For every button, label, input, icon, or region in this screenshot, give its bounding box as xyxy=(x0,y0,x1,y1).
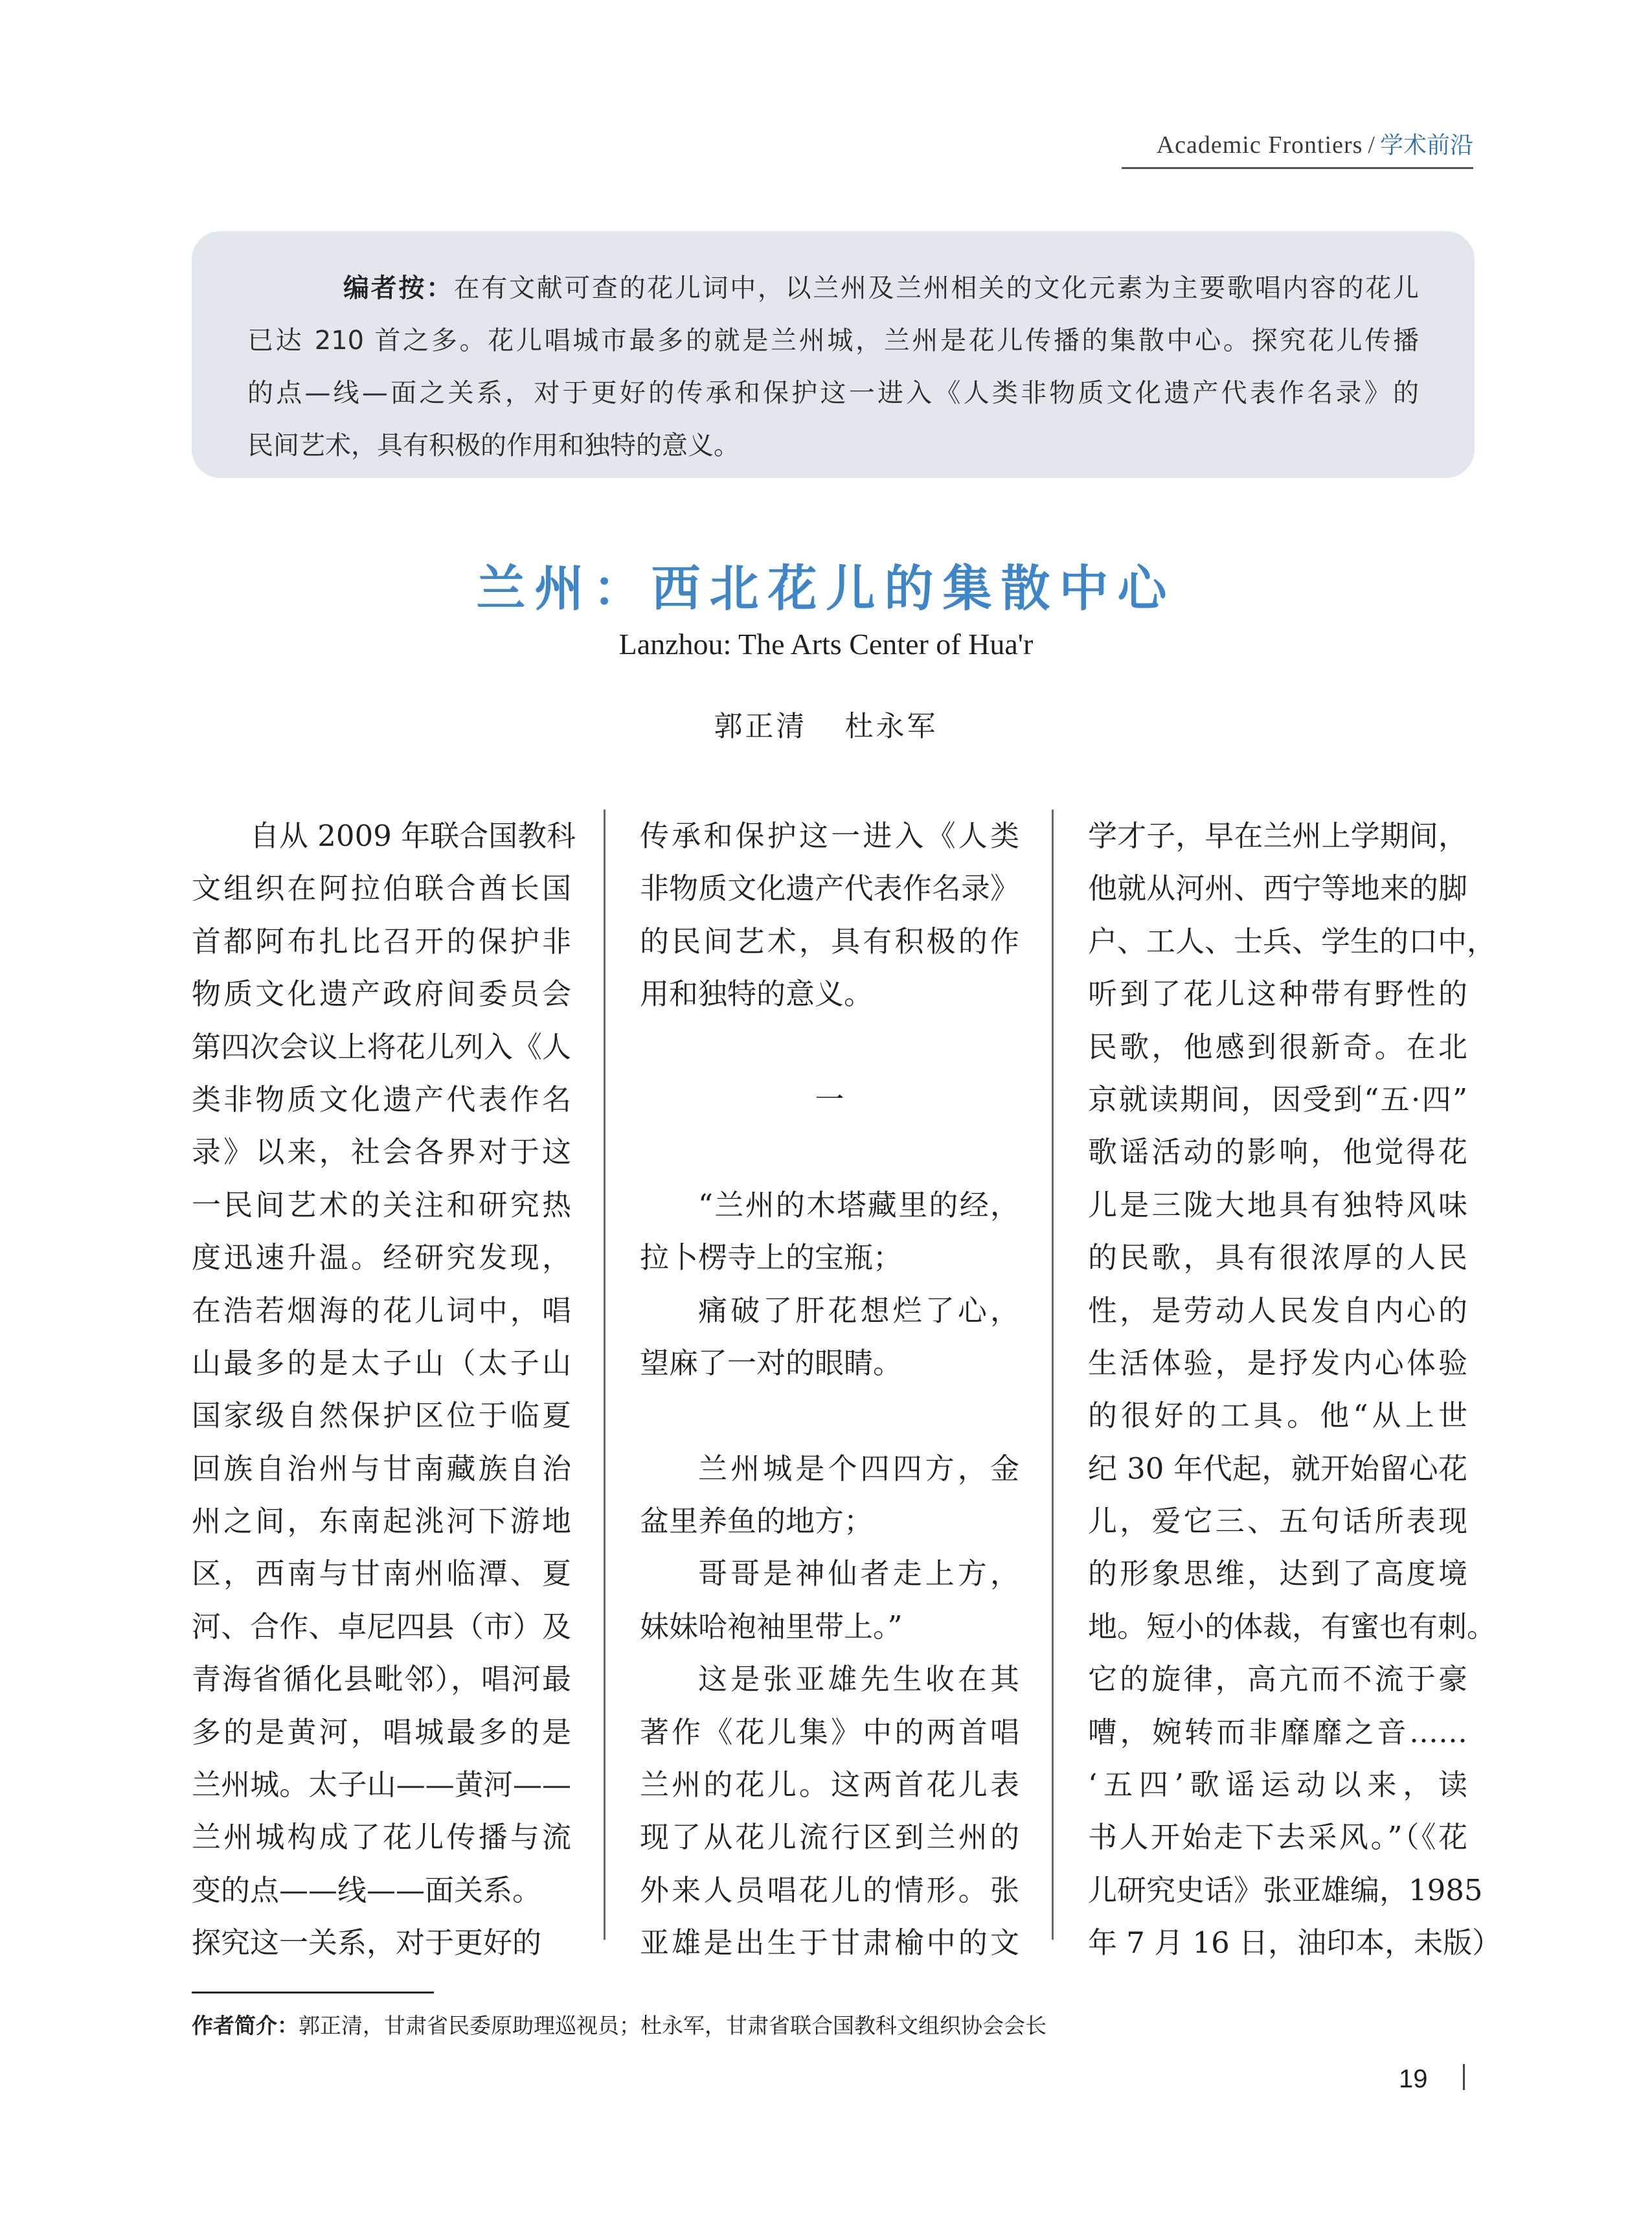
article-subtitle-en: Lanzhou: The Arts Center of Hua'r xyxy=(618,628,1034,661)
text-line: 区，西南与甘南州临潭、夏 xyxy=(192,1556,571,1591)
text-line: 类非物质文化遗产代表作名 xyxy=(192,1082,571,1117)
text-line: 纪 30 年代起，就开始留心花 xyxy=(1088,1451,1467,1486)
text-line: 亚雄是出生于甘肃榆中的文 xyxy=(640,1925,1019,1960)
editor-note-line-4: 民间艺术，具有积极的作用和独特的意义。 xyxy=(247,431,740,460)
text-line: 在浩若烟海的花儿词中，唱 xyxy=(192,1293,571,1328)
text-line: 儿研究史话》张亚雄编，1985 xyxy=(1088,1872,1483,1907)
text-line: 歌谣活动的影响，他觉得花 xyxy=(1088,1135,1467,1170)
author-2: 杜永军 xyxy=(844,710,938,743)
text-line: 的很好的工具。他“从上世 xyxy=(1088,1398,1467,1433)
text-line: 的民歌，具有很浓厚的人民 xyxy=(1088,1240,1467,1275)
header-separator: / xyxy=(1368,131,1375,159)
text-line: 外来人员唱花儿的情形。张 xyxy=(640,1872,1019,1907)
text-line: 州之间，东南起洮河下游地 xyxy=(192,1504,571,1539)
text-line: 地。短小的体裁，有蜜也有刺。 xyxy=(1088,1609,1497,1644)
footnote-label: 作者简介： xyxy=(192,2013,299,2038)
text-line: 拉卜楞寺上的宝瓶； xyxy=(640,1240,903,1275)
author-1: 郭正清 xyxy=(714,710,808,743)
text-line: 探究这一关系，对于更好的 xyxy=(192,1925,542,1960)
text-line: 首都阿布扎比召开的保护非 xyxy=(192,924,571,959)
text-line xyxy=(640,1389,1019,1442)
text-line: 非物质文化遗产代表作名录》 xyxy=(640,871,1019,906)
text-line: 京就读期间，因受到“五·四” xyxy=(1088,1082,1467,1117)
text-line: 儿，爱它三、五句话所表现 xyxy=(1088,1504,1467,1539)
text-line: 书人开始走下去采风。”（《花 xyxy=(1088,1820,1467,1855)
text-line: 兰州城构成了花儿传播与流 xyxy=(192,1820,571,1855)
text-line: 年 7 月 16 日，油印本，未版） xyxy=(1088,1925,1502,1960)
text-line: 的形象思维，达到了高度境 xyxy=(1088,1556,1467,1591)
text-line: 学才子，早在兰州上学期间， xyxy=(1088,819,1467,853)
text-line: 传承和保护这一进入《人类 xyxy=(640,819,1019,853)
editor-note-label: 编者按： xyxy=(343,273,454,303)
article-title: 兰州：西北花儿的集散中心 xyxy=(476,560,1176,617)
text-line: 回族自治州与甘南藏族自治 xyxy=(192,1451,571,1486)
text-line: 录》以来，社会各界对于这 xyxy=(192,1135,571,1170)
text-line xyxy=(640,1126,1019,1178)
text-line: 变的点——线——面关系。 xyxy=(192,1872,542,1907)
text-line: 文组织在阿拉伯联合酋长国 xyxy=(192,871,571,906)
section-heading: 一 xyxy=(815,1082,844,1117)
text-line: 生活体验，是抒发内心体验 xyxy=(1088,1345,1467,1380)
running-header xyxy=(1157,127,1473,160)
text-line: 用和独特的意义。 xyxy=(640,977,874,1012)
body-column-2 xyxy=(640,810,1019,1970)
text-line: 第四次会议上将花儿列入《人 xyxy=(192,1029,571,1064)
author-footnote xyxy=(192,2009,1047,2039)
text-line: 国家级自然保护区位于临夏 xyxy=(192,1398,571,1433)
text-line: 河、合作、卓尼四县（市）及 xyxy=(192,1609,571,1644)
text-line: 嘈，婉转而非靡靡之音…… xyxy=(1088,1714,1467,1749)
editor-note-line-2: 已达 210 首之多。花儿唱城市最多的就是兰州城，兰州是花儿传播的集散中心。探究花儿传播 xyxy=(247,326,1419,356)
text-line: 望麻了一对的眼睛。 xyxy=(640,1345,903,1380)
text-line: 兰州的花儿。这两首花儿表 xyxy=(640,1767,1019,1802)
text-line: 度迅速升温。经研究发现， xyxy=(192,1240,571,1275)
text-line: 痛破了肝花想烂了心， xyxy=(698,1293,1019,1328)
header-journal-section-en: Academic Frontiers xyxy=(1156,131,1363,159)
header-journal-section-zh: 学术前沿 xyxy=(1379,132,1473,159)
text-line: 物质文化遗产政府间委员会 xyxy=(192,977,571,1012)
body-column-3 xyxy=(1088,810,1502,1970)
text-line: 儿是三陇大地具有独特风味 xyxy=(1088,1187,1467,1222)
text-line: 兰州城。太子山——黄河—— xyxy=(192,1767,571,1802)
text-line: 户、工人、士兵、学生的口中， xyxy=(1088,924,1497,959)
text-line: 的民间艺术，具有积极的作 xyxy=(640,924,1019,959)
page-number-bar xyxy=(1463,2064,1465,2090)
footnote-text: 郭正清，甘肃省民委原助理巡视员；杜永军，甘肃省联合国教科文组织协会会长 xyxy=(299,2013,1047,2038)
text-line: 青海省循化县毗邻），唱河最 xyxy=(192,1662,571,1697)
body-column-1 xyxy=(192,810,576,1970)
text-line: 现了从花儿流行区到兰州的 xyxy=(640,1820,1019,1855)
text-line: 哥哥是神仙者走上方， xyxy=(698,1556,1019,1591)
text-line: 山最多的是太子山（太子山 xyxy=(192,1345,571,1380)
editor-note-box xyxy=(192,231,1475,478)
text-line: 民歌，他感到很新奇。在北 xyxy=(1088,1029,1467,1064)
text-line: 自从 2009 年联合国教科 xyxy=(250,819,576,853)
page-number: 19 xyxy=(1399,2065,1428,2093)
column-rule-1 xyxy=(604,810,605,1940)
text-line: 盆里养鱼的地方； xyxy=(640,1504,874,1539)
text-line: 它的旋律，高亢而不流于豪 xyxy=(1088,1662,1467,1697)
text-line: 多的是黄河，唱城最多的是 xyxy=(192,1714,571,1749)
text-line: 听到了花儿这种带有野性的 xyxy=(1088,977,1467,1012)
header-rule xyxy=(1122,167,1473,169)
text-line: 性，是劳动人民发自内心的 xyxy=(1088,1293,1467,1328)
editor-note-line-3: 的点—线—面之关系，对于更好的传承和保护这一进入《人类非物质文化遗产代表作名录》的 xyxy=(247,378,1419,408)
text-line: 他就从河州、西宁等地来的脚 xyxy=(1088,871,1467,906)
text-line: 这是张亚雄先生收在其 xyxy=(698,1662,1019,1697)
text-line: “兰州的木塔藏里的经， xyxy=(698,1187,1019,1222)
article-authors xyxy=(0,703,1652,744)
footnote-rule xyxy=(192,1992,434,1993)
editor-note-line-1: 编者按：在有文献可查的花儿词中，以兰州及兰州相关的文化元素为主要歌唱内容的花儿 xyxy=(343,273,1420,303)
text-line: 兰州城是个四四方，金 xyxy=(698,1451,1019,1486)
text-line: 一民间艺术的关注和研究热 xyxy=(192,1187,571,1222)
text-line: 妹妹哈袍袖里带上。” xyxy=(640,1609,903,1644)
text-line: 著作《花儿集》中的两首唱 xyxy=(640,1714,1019,1749)
column-rule-2 xyxy=(1052,810,1054,1940)
text-line: ‘五四’歌谣运动以来，读 xyxy=(1088,1767,1467,1802)
text-line xyxy=(640,1021,1019,1073)
